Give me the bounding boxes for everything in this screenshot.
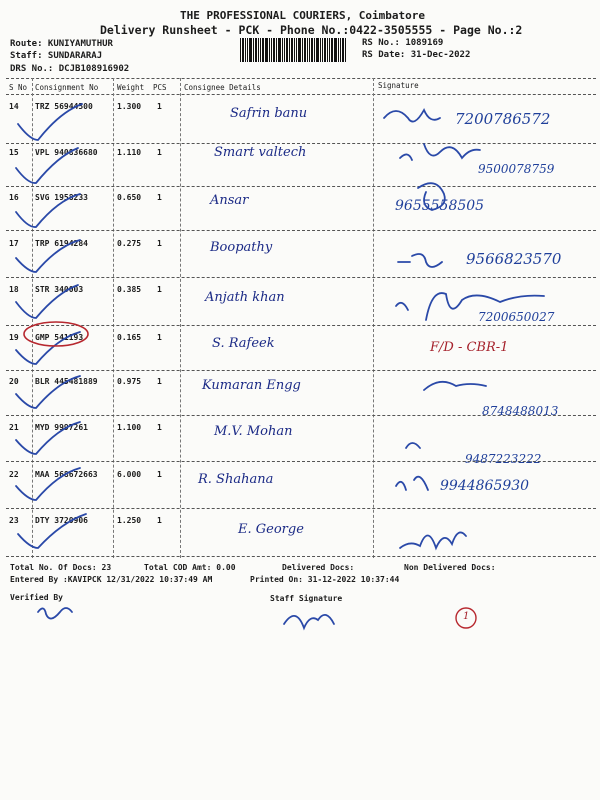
verified-signature: [38, 608, 72, 619]
row-signature: 8748488013: [482, 404, 559, 418]
row-consignee: Anjath khan: [205, 290, 285, 305]
entered-by: Entered By :KAVIPCK 12/31/2022 10:37:49 AM: [10, 575, 213, 584]
signature-scribble: [384, 110, 440, 122]
row-consignment: VPL 940836680: [35, 148, 98, 157]
row-consignment: STR 340003: [35, 285, 84, 294]
row-signature: 9655558505: [395, 198, 485, 214]
col-header-signature: Signature: [378, 81, 419, 90]
row-weight: 0.165: [117, 333, 142, 342]
staff-signature-label: Staff Signature: [270, 594, 343, 603]
row-signature: 9566823570: [466, 250, 562, 268]
signature-scribble: [400, 532, 466, 548]
row-weight: 0.650: [117, 193, 142, 202]
signature-scribble: [400, 154, 412, 160]
circled-mark: 1: [463, 611, 470, 622]
col-header-consignee: Consignee Details: [184, 83, 261, 92]
signature-scribble: [424, 382, 486, 390]
row-weight: 0.975: [117, 377, 142, 386]
runsheet-subtitle: Delivery Runsheet - PCK - Phone No.:0422-3505555 - Page No.:2: [100, 23, 523, 37]
row-sno: 23: [9, 516, 19, 525]
row-pcs: 1: [157, 423, 162, 432]
row-consignee: Ansar: [210, 193, 249, 208]
check-mark: [16, 422, 80, 454]
row-pcs: 1: [157, 239, 162, 248]
row-consignment: SVG 1958233: [35, 193, 88, 202]
row-pcs: 1: [157, 377, 162, 386]
row-pcs: 1: [157, 148, 162, 157]
total-cod: Total COD Amt: 0.00: [144, 563, 236, 572]
staff-signature: [284, 615, 334, 628]
route-label: Route: KUNIYAMUTHUR: [10, 39, 113, 49]
row-sno: 19: [9, 333, 19, 342]
row-consignee: R. Shahana: [198, 472, 274, 487]
row-consignment: BLR 445481889: [35, 377, 98, 386]
row-consignee: Safrin banu: [230, 106, 308, 121]
row-consignee: Boopathy: [210, 240, 273, 255]
check-mark: [16, 468, 80, 500]
row-signature: F/D - CBR-1: [430, 340, 509, 355]
row-weight: 0.385: [117, 285, 142, 294]
signature-scribble: [426, 293, 544, 320]
row-consignment: MYD 9997261: [35, 423, 88, 432]
row-sno: 14: [9, 102, 19, 111]
row-sno: 17: [9, 239, 19, 248]
signature-scribble: [412, 254, 442, 267]
signature-scribble: [406, 443, 420, 448]
row-consignment: GMP 541193: [35, 333, 84, 342]
row-signature: 9944865930: [440, 478, 530, 494]
row-consignee: S. Rafeek: [212, 336, 275, 351]
check-mark: [16, 194, 80, 227]
row-pcs: 1: [157, 470, 162, 479]
check-mark: [16, 285, 78, 318]
row-weight: 1.100: [117, 423, 142, 432]
printed-on: Printed On: 31-12-2022 10:37:44: [250, 575, 400, 584]
check-mark: [18, 104, 82, 140]
non-delivered-docs: Non Delivered Docs:: [404, 563, 496, 572]
row-weight: 1.300: [117, 102, 142, 111]
signature-scribble: [424, 144, 480, 158]
row-sno: 21: [9, 423, 19, 432]
company-title: THE PROFESSIONAL COURIERS, Coimbatore: [180, 9, 426, 22]
row-pcs: 1: [157, 285, 162, 294]
drs-number: DRS No.: DCJB108916902: [10, 64, 130, 74]
row-weight: 6.000: [117, 470, 142, 479]
row-weight: 1.110: [117, 148, 142, 157]
signature-scribble: [418, 183, 445, 210]
row-signature: 9500078759: [478, 162, 555, 176]
check-mark: [16, 240, 80, 272]
delivered-docs: Delivered Docs:: [282, 563, 355, 572]
row-pcs: 1: [157, 102, 162, 111]
signature-scribble: [396, 482, 406, 490]
rs-date: RS Date: 31-Dec-2022: [362, 50, 471, 60]
check-mark: [18, 514, 86, 548]
row-sno: 18: [9, 285, 19, 294]
row-consignment: TRZ 56944500: [35, 102, 93, 111]
total-docs: Total No. Of Docs: 23: [10, 563, 112, 572]
check-mark: [16, 376, 80, 408]
row-consignment: DTY 3720906: [35, 516, 88, 525]
col-header-pcs: PCS: [153, 83, 167, 92]
row-weight: 1.250: [117, 516, 142, 525]
col-header-consignment: Consignment No: [35, 83, 99, 92]
row-weight: 0.275: [117, 239, 142, 248]
row-sno: 22: [9, 470, 19, 479]
staff-label: Staff: SUNDARARAJ: [10, 51, 103, 61]
row-consignee: Kumaran Engg: [202, 378, 301, 393]
row-consignment: TRP 6194284: [35, 239, 88, 248]
red-circle-mark: [24, 322, 88, 346]
rs-number: RS No.: 1089169: [362, 38, 444, 48]
row-signature: 9487223222: [465, 452, 542, 466]
row-pcs: 1: [157, 193, 162, 202]
row-consignment: MAA 568672663: [35, 470, 98, 479]
verified-by-label: Verified By: [10, 593, 63, 602]
row-pcs: 1: [157, 333, 162, 342]
row-consignee: M.V. Mohan: [214, 424, 293, 439]
col-header-weight: Weight: [117, 83, 145, 92]
row-signature: 7200786572: [455, 110, 551, 128]
signature-scribble: [396, 303, 408, 310]
row-pcs: 1: [157, 516, 162, 525]
row-consignee: E. George: [238, 522, 304, 537]
row-consignee: Smart valtech: [214, 145, 307, 160]
row-signature: 7200650027: [478, 310, 555, 324]
col-header-sno: S No: [9, 83, 28, 92]
row-sno: 20: [9, 377, 19, 386]
row-sno: 15: [9, 148, 19, 157]
row-sno: 16: [9, 193, 19, 202]
signature-scribble: [414, 477, 428, 490]
check-mark: [16, 148, 78, 183]
